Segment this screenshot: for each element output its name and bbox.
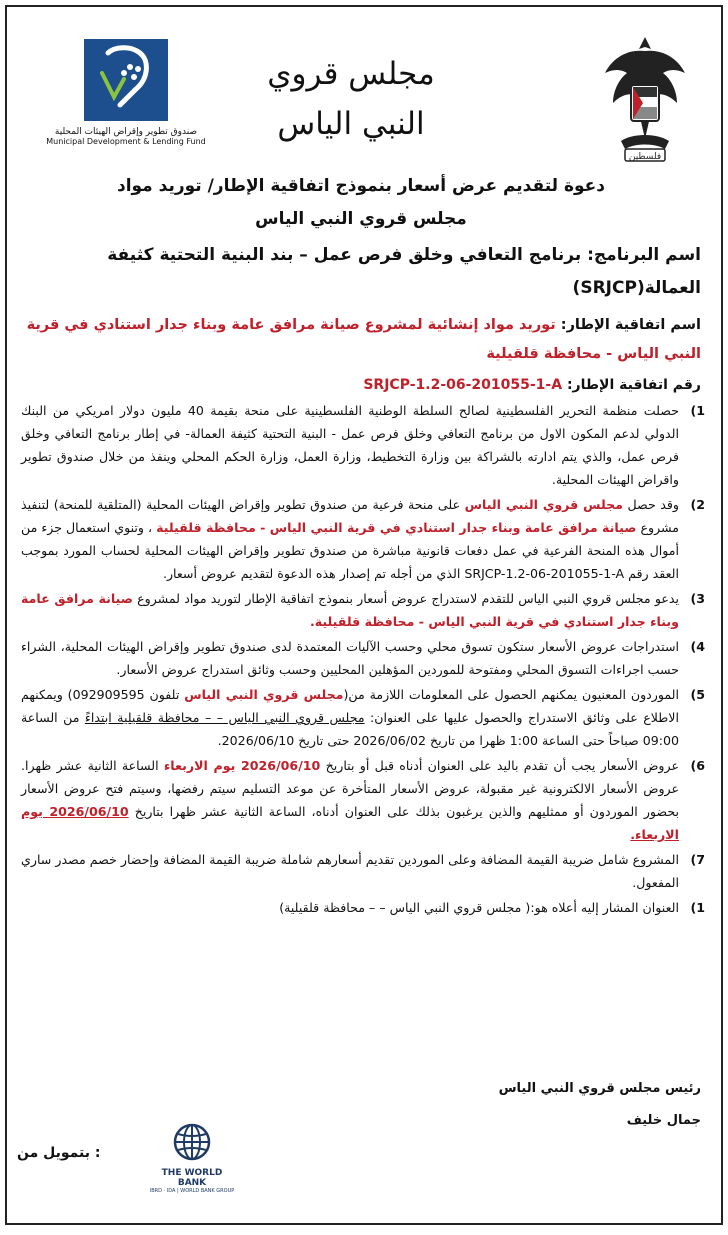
item-text: عروض الأسعار يجب أن تقدم باليد على العنوان أدناه قبل أو بتاريخ	[325, 758, 679, 773]
item-number: 6)	[690, 758, 705, 773]
item-highlight: صيانة مرافق عامة وبناء جدار استنادي في قرية النبي الياس - محافظة قلقيلية.	[21, 591, 679, 629]
item-6	[21, 754, 705, 846]
title-line2: مجلس قروي النبي الياس	[255, 209, 467, 229]
item-number: 2)	[690, 497, 705, 512]
mdlf-logo-icon	[84, 39, 168, 121]
framework-number-label: رقم اتفاقية الإطار:	[566, 377, 701, 393]
framework-label: اسم اتفاقية الإطار:	[560, 317, 701, 333]
item-text: على منحة فرعية من صندوق تطوير وإقراض الهيئات المحلية (المتلقية للمنحة) لتنفيذ مشروع	[21, 497, 679, 535]
framework-agreement	[21, 311, 701, 369]
item-highlight: مجلس قروي النبي الياس	[464, 497, 623, 512]
item-number: 7)	[690, 852, 705, 867]
item-text: الساعة الثانية عشر ظهرا. عروض الأسعار الالكترونية غير مقبولة، عروض الأسعار المتأخرة عن موعد التسليم سيتم رفضها، وسيتم فتح عروض الأسعار بحضور الموردون أو ممثليهم والذين يرغبون بذلك على العنوان أدناه، الساعة الثانية عشر ظهرا بتاريخ	[21, 758, 679, 819]
world-bank-globe-icon	[172, 1122, 212, 1162]
council-line1: مجلس قروي	[267, 56, 435, 92]
item-7	[21, 848, 705, 894]
item-text: ويمكنهم الاطلاع على وثائق الاستدراج والحصول عليها على العنوان:	[21, 687, 679, 725]
item-number: 1)	[690, 900, 705, 915]
item-5	[21, 683, 705, 752]
item-text: العنوان المشار إليه أعلاه هو:( مجلس قروي النبي الياس – – محافظة قلقيلية)	[279, 900, 679, 915]
palestine-emblem-icon	[599, 29, 691, 167]
item-8	[21, 896, 705, 919]
world-bank-logo	[147, 1122, 237, 1194]
item-text: تلفون 092909595)	[67, 687, 180, 702]
item-2	[21, 493, 705, 585]
announcement-page	[5, 5, 723, 1225]
mdlf-english-name: Municipal Development & Lending Fund	[46, 137, 206, 146]
item-text: وقد حصل	[627, 497, 679, 512]
framework-number-value: SRJCP-1.2-06-201055-1-A	[363, 377, 563, 393]
signature-title: رئيس مجلس قروي النبي الياس	[498, 1081, 701, 1096]
program-text: برنامج التعافي وخلق فرص عمل – بند البنية التحتية كثيفة العمالة(SRJCP)	[107, 245, 701, 298]
council-line2: النبي الياس	[277, 106, 425, 142]
funding-label: : بتمويل من	[17, 1145, 101, 1161]
header	[7, 7, 721, 167]
item-1	[21, 399, 705, 491]
item-number: 1)	[690, 403, 705, 418]
item-number: 4)	[690, 639, 705, 654]
framework-number	[363, 374, 701, 396]
item-text: المشروع شامل ضريبة القيمة المضافة وعلى الموردين تقديم أسعارهم شاملة ضريبة القيمة المضافة وإحضار خصم مصدر ساري المفعول.	[21, 852, 679, 890]
mdlf-arabic-name: صندوق تطوير وإقراض الهيئات المحلية	[54, 127, 198, 137]
items-list	[21, 399, 705, 921]
item-text: ، وتنوي استعمال جزء من أموال هذه المنحة الفرعية في عمل دفعات قانونية مباشرة من صندوق تطوير وإقراض الهيئات المحلية لحساب المورد بموجب العقد رقم SRJCP-1.2-06-201055-1-A الذي من أجله تم إصدار هذه الدعوة لتقديم عروض أسعار.	[21, 520, 679, 581]
world-bank-name: THE WORLD BANK	[161, 1168, 223, 1188]
world-bank-sub: IBRD · IDA | WORLD BANK GROUP	[149, 1188, 235, 1194]
item-highlight: 2026/06/10 يوم الاربعاء	[163, 758, 321, 773]
item-text: من الساعة 09:00 صباحاً حتى الساعة 1:00 ظهرا من تاريخ 2026/06/02 حتى تاريخ 2026/06/10.	[21, 710, 679, 748]
item-underlined: مجلس قروي النبي الياس – – محافظة قلقيلية ابتداءً	[84, 710, 365, 725]
item-number: 5)	[690, 687, 705, 702]
item-highlight: مجلس قروي النبي الياس	[184, 687, 344, 702]
item-text: يدعو مجلس قروي النبي الياس للتقدم لاستدراج عروض أسعار بنموذج اتفاقية الإطار لتوريد مواد لمشروع	[137, 591, 679, 606]
item-text: استدراجات عروض الأسعار ستكون تسوق محلي وحسب الآليات المعتمدة لدى صندوق تطوير وإقراض الهيئات المحلية، الشراء حسب اجراءات التسوق المحلي ومفتوحة للموردين المؤهلين المحليين وحسب وثائق استدراج عروض الأسعار.	[21, 639, 679, 677]
announcement-title	[21, 170, 701, 236]
item-3	[21, 587, 705, 633]
item-highlight: 2026/06/10 يوم الاربعاء.	[21, 804, 679, 842]
council-name	[236, 49, 466, 149]
item-4	[21, 635, 705, 681]
title-line1: دعوة لتقديم عرض أسعار بنموذج اتفاقية الإطار/ توريد مواد	[116, 176, 606, 196]
mdlf-logo	[31, 39, 221, 146]
emblem-caption: فلسطين	[628, 152, 662, 162]
signature-name: جمال خليف	[626, 1113, 701, 1128]
item-text: حصلت منظمة التحرير الفلسطينية لصالح السلطة الوطنية الفلسطينية على منحة بقيمة 40 مليون دولار امريكي من البنك الدولي لدعم المكون الاول من برنامج التعافي وخلق فرص عمل - البنية التحتية كثيفة العمالة- في إطار برنامج التعافي وخلق فرص عمل، والذي يتم ادارته بالشراكة بين وزارة التخطيط، وزارة العمل، وزارة الحكم المحلي وينفذ من خلال صندوق تطوير واقراض الهيئات المحلية.	[21, 403, 679, 487]
framework-text: توريد مواد إنشائية لمشروع صيانة مرافق عامة وبناء جدار استنادي في قرية النبي الياس - محافظة قلقيلية	[26, 317, 701, 362]
item-number: 3)	[690, 591, 705, 606]
program-label: اسم البرنامج:	[587, 245, 701, 265]
item-highlight: صيانة مرافق عامة وبناء جدار استنادي في قرية النبي الياس - محافظة قلقيلية	[156, 520, 637, 535]
program-name	[21, 239, 701, 305]
item-text: الموردون المعنيون يمكنهم الحصول على المعلومات اللازمة من(	[343, 687, 679, 702]
